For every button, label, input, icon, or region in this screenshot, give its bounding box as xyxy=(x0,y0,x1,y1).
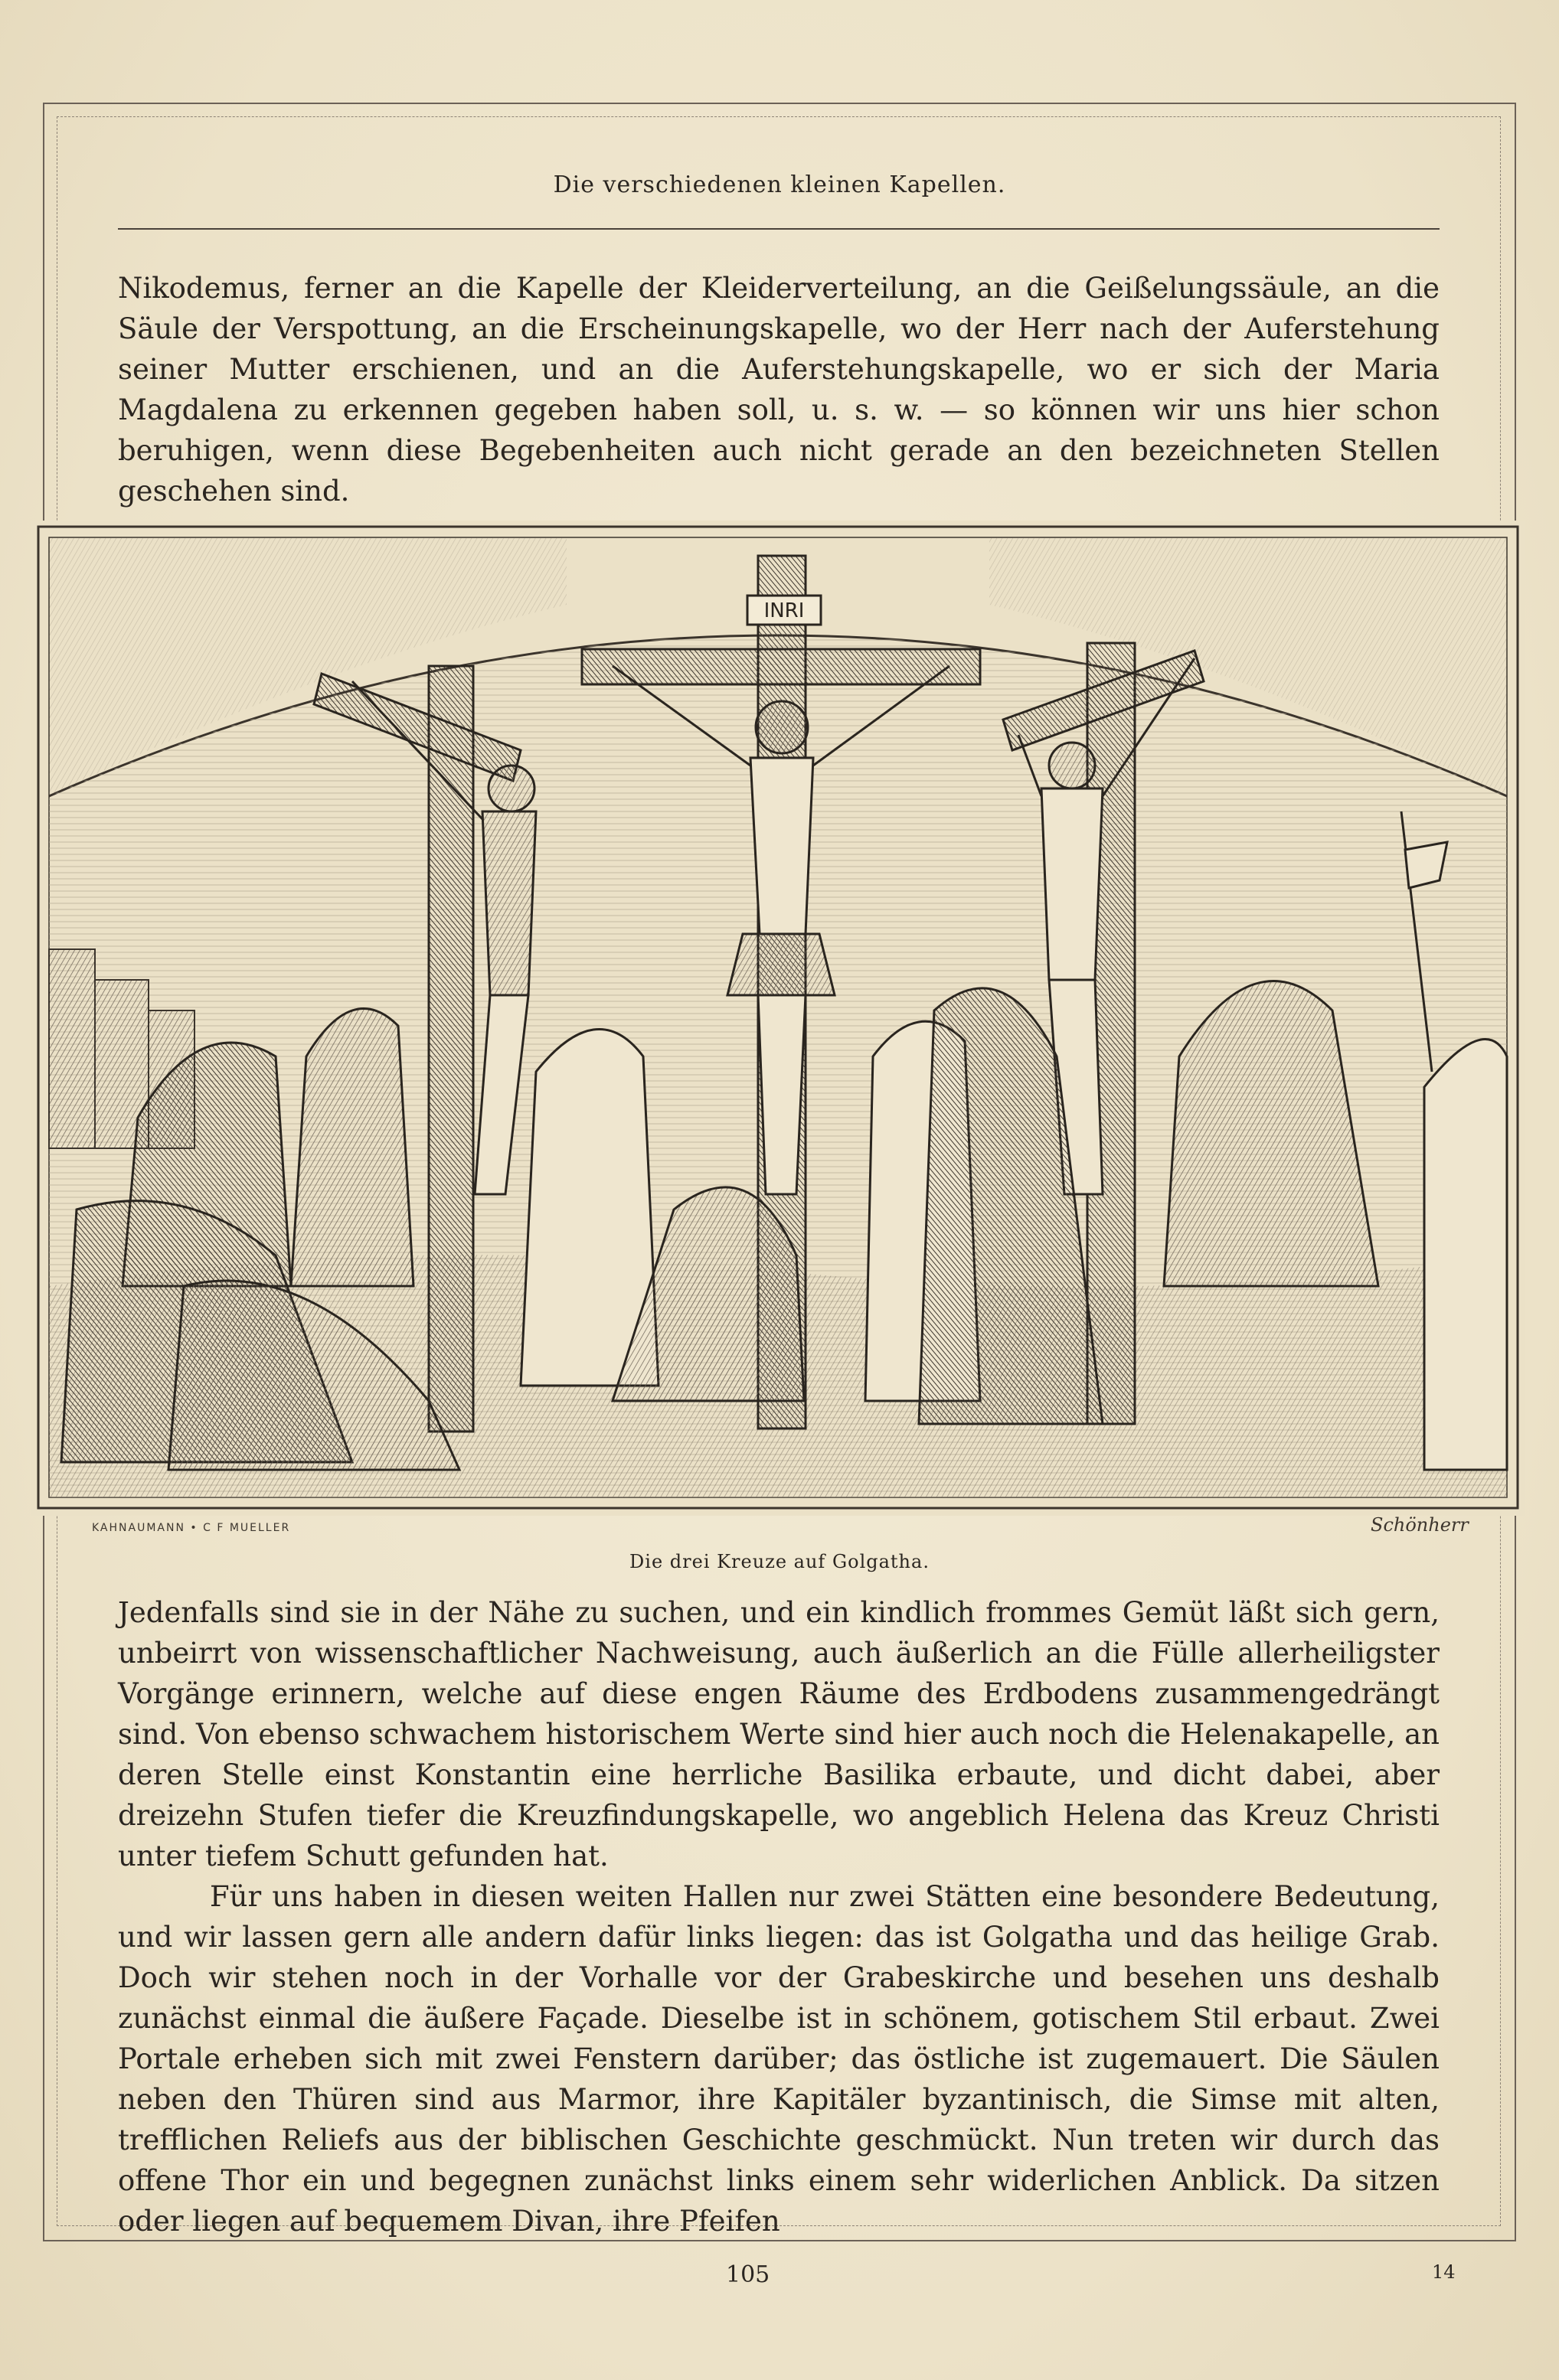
inri-sign: INRI xyxy=(763,599,805,622)
crucifixion-engraving xyxy=(31,521,1525,1516)
signature-mark: 14 xyxy=(1432,2261,1456,2283)
paragraph-1: Jedenfalls sind sie in der Nähe zu suchen, und ein kindlich frommes Gemüt läßt sich gern, unbeirrt von wissenschaftlicher Nachweisung, auch äußerlich an die Fülle allerheiligster Vorgänge erinnern, welche auf diese engen Räume des Erdbodens zusammengedrängt sind. Von ebenso schwachem historischem Werte sind hier auch noch die Helenakapelle, an deren Stelle einst Konstantin eine herrliche Basilika erbaute, und dicht dabei, aber dreizehn Stufen tiefer die Kreuzfindungskapelle, wo angeblich Helena das Kreuz Christi unter tiefem Schutt gefunden hat. xyxy=(118,1596,1440,1872)
page-number: 105 xyxy=(726,2261,770,2288)
engraving-illustration xyxy=(31,521,1525,1516)
artist-signature: Schönherr xyxy=(1371,1514,1469,1536)
paragraph-2: Für uns haben in diesen weiten Hallen nur zwei Stätten eine besondere Bedeutung, und wir lassen gern alle andern dafür links liegen: das ist Golgatha und das heilige Grab. Doch wir stehen noch in der Vorhalle vor der Grabeskirche und besehen uns deshalb zunächst einmal die äußere Façade. Dieselbe ist in schönem, gotischem Stil erbaut. Zwei Portale erheben sich mit zwei Fenstern darüber; das östliche ist zugemauert. Die Säulen neben den Thüren sind aus Marmor, ihre Kapitäler byzantinisch, die Simse mit alten, trefflichen Reliefs aus der biblischen Geschichte geschmückt. Nun treten wir durch das offene Thor ein und begegnen zunächst links einem sehr widerlichen Anblick. Da sitzen oder liegen auf bequemem Divan, ihre Pfeifen xyxy=(118,1880,1440,2238)
head-rule xyxy=(118,228,1440,230)
top-paragraph-text: Nikodemus, ferner an die Kapelle der Kleiderverteilung, an die Geißelungssäule, an die Säule der Verspottung, an die Erscheinungskapelle, wo der Herr nach der Auferstehung seiner Mutter erschienen, und an die Auferstehungskapelle, wo er sich der Maria Magdalena zu erkennen gegeben haben soll, u. s. w. — so können wir uns hier schon beruhigen, wenn diese Begebenheiten auch nicht gerade an den bezeichneten Stellen geschehen sind. xyxy=(118,272,1440,508)
engraver-credit: KAHNAUMANN • C F MUELLER xyxy=(92,1522,291,1534)
bottom-text xyxy=(118,1592,1440,2241)
illustration-caption: Die drei Kreuze auf Golgatha. xyxy=(629,1551,930,1572)
running-head: Die verschiedenen kleinen Kapellen. xyxy=(553,171,1006,198)
top-paragraph xyxy=(118,268,1440,511)
